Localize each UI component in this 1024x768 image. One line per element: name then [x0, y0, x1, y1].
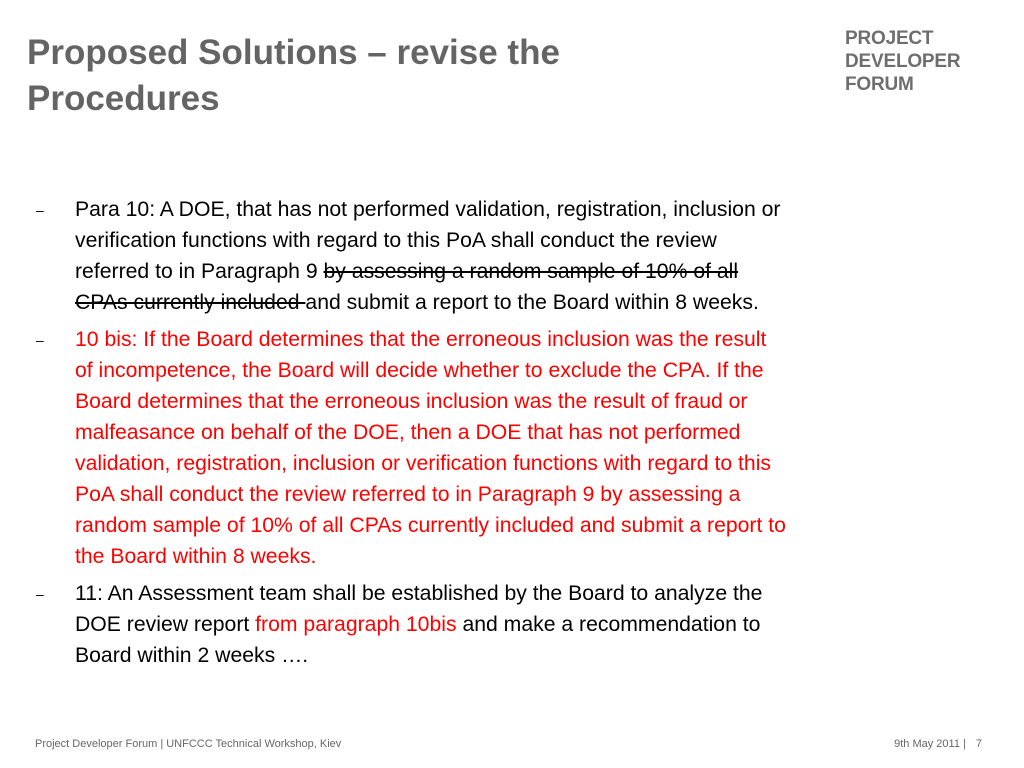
bullet-line — [75, 287, 1024, 318]
bullet-dash: – — [36, 202, 44, 218]
slide-title — [27, 30, 707, 122]
bullet-line: of incompetence, the Board will decide whether to exclude the CPA. If the — [75, 359, 764, 382]
bullet-line — [75, 194, 1024, 225]
footer-event-label: Project Developer Forum | UNFCCC Technical Workshop, Kiev — [35, 738, 342, 750]
logo-line: FORUM — [845, 74, 914, 95]
page-number: 7 — [975, 738, 982, 750]
bullet-line — [75, 640, 1024, 671]
bullet-line: PoA shall conduct the review referred to in Paragraph 9 by assessing a — [75, 483, 741, 506]
bullet-line: 10 bis: If the Board determines that the erroneous inclusion was the result — [75, 328, 767, 351]
red-highlight-text: from paragraph 10bis — [255, 613, 457, 636]
bullet-text: DOE review report — [75, 613, 256, 636]
bullet-line — [75, 225, 1024, 256]
struck-text: by assessing a random sample of 10% of all — [323, 260, 739, 283]
bullet-text: Board within 2 weeks …. — [75, 644, 309, 667]
project-developer-forum-logo — [845, 27, 960, 96]
struck-text: CPAs currently included — [75, 291, 306, 314]
slide-title-line: Procedures — [27, 79, 220, 118]
bullet-line: validation, registration, inclusion or verification functions with regard to this — [75, 452, 772, 475]
bullet-line: malfeasance on behalf of the DOE, then a DOE that has not performed — [75, 421, 741, 444]
bullet-text: referred to in Paragraph 9 — [75, 260, 324, 283]
bullet-line — [75, 578, 1024, 609]
bullet-para-11 — [0, 578, 1024, 671]
bullet-text: Para 10: A DOE, that has not performed validation, registration, inclusion or — [75, 198, 781, 221]
bullet-text: verification functions with regard to this PoA shall conduct the review — [75, 229, 717, 252]
bullet-line — [75, 609, 1024, 640]
bullet-dash: – — [36, 332, 44, 348]
logo-line: PROJECT — [845, 28, 934, 49]
bullet-line — [75, 256, 1024, 287]
bullet-line: the Board within 8 weeks. — [75, 545, 317, 568]
logo-line: DEVELOPER — [845, 51, 961, 72]
bullet-para-10bis — [0, 324, 1024, 572]
bullet-line: Board determines that the erroneous inclusion was the result of fraud or — [75, 390, 748, 413]
bullet-text: and submit a report to the Board within 8 weeks. — [305, 291, 759, 314]
footer-date: 9th May 2011 | — [894, 738, 966, 750]
bullet-text: and make a recommendation to — [456, 613, 761, 636]
bullet-dash: – — [36, 586, 44, 602]
bullet-line: random sample of 10% of all CPAs currently included and submit a report to — [75, 514, 786, 537]
bullet-list — [0, 194, 1024, 677]
slide-title-line: Proposed Solutions – revise the — [27, 33, 560, 72]
footer-date-page — [894, 738, 982, 750]
bullet-para-10 — [0, 194, 1024, 318]
bullet-text: 11: An Assessment team shall be established by the Board to analyze the — [75, 582, 763, 605]
